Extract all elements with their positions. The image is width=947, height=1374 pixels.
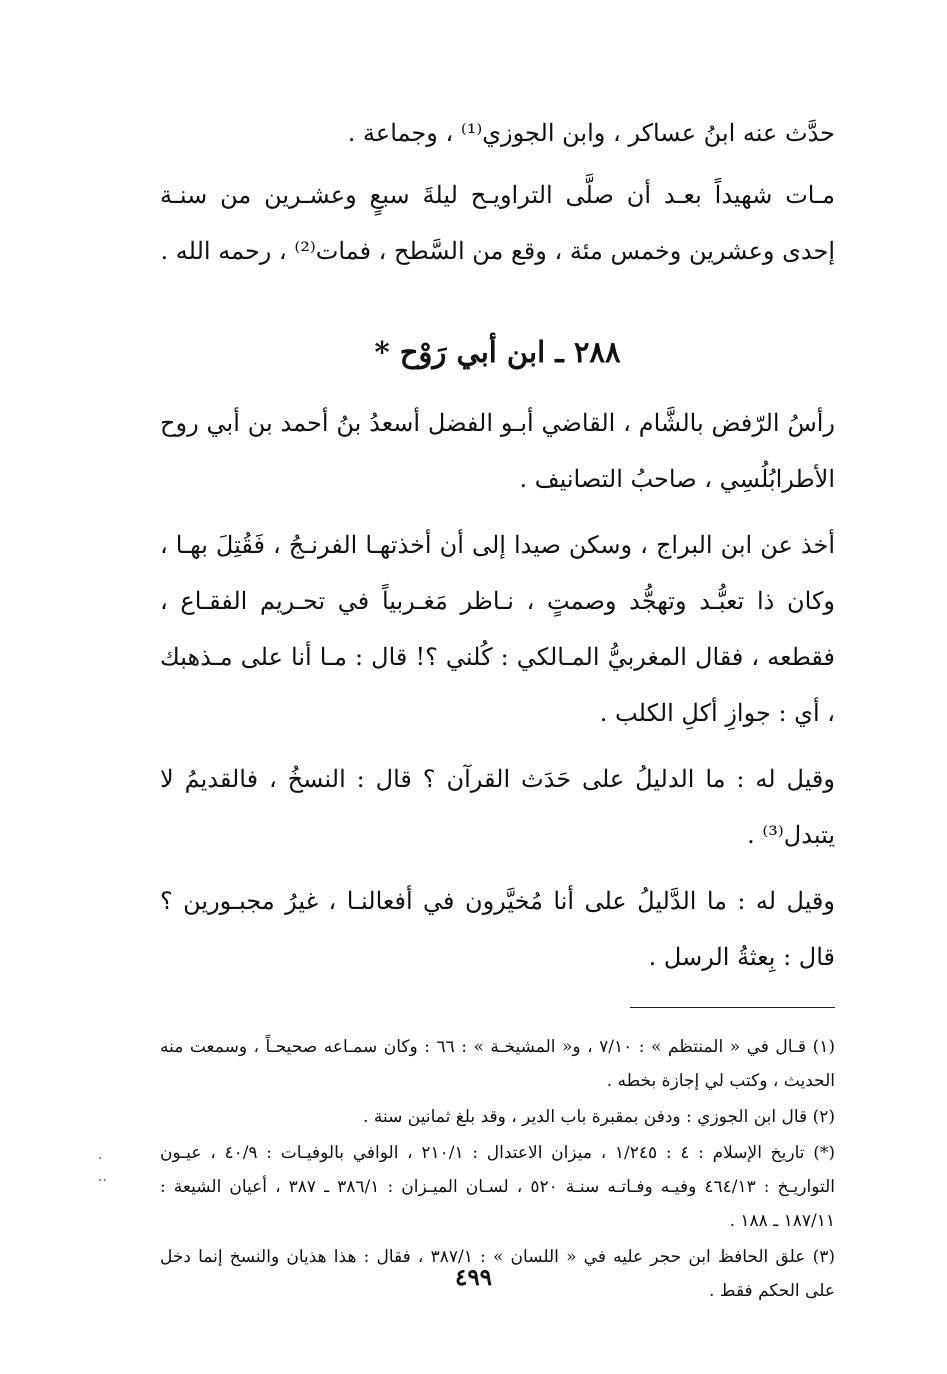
page-body [160,105,835,1310]
margin-specks: · ·· [98,1151,107,1189]
body-paragraph: وقيل له : ما الدَّليلُ على أنا مُخيَّرون في أفعالنـا ، غيرُ مجبـورين ؟ قال : بِعثةُ الرسل . [160,887,835,971]
footnote: (٢) قال ابن الجوزي : ودفن بمقبرة باب الدير ، وقد بلغ ثمانين سنة . [363,1107,835,1127]
body-paragraph: رأسُ الرّفض بالشَّام ، القاضي أبـو الفضل أسعدُ بنُ أحمد بن أبي روح الأطرابُلُسِي ، صاحبُ التصانيف . [160,409,835,493]
footnote: (٣) علق الحافظ ابن حجر عليه في « اللسان » : ٣٨٧/١ ، فقال : هذا هذيان والنسخ إنما دخل على الحكم فقط . [160,1247,835,1301]
footnote: (*) تاريخ الإسلام : ٤ : ١/٢٤٥ ، ميزان الاعتدال : ٢١٠/١ ، الوافي بالوفيـات : ٤٠/٩ ، عيـون التواريـخ : ٤٦٤/١٣ وفيـه وفـاتـه سنـة ٥٢٠ ، لسـان الميـزان : ٣٨٦/١ ـ ٣٨٧ ، أعيان الشيعة : ١٨٧/١١ ـ ١٨٨ . [160,1143,836,1231]
footnote: (١) قـال في « المنتظم » : ٧/١٠ ، و« المشيخـة » : ٦٦ : وكان سمـاعه صحيحـاً ، وسمعت منه الحديث ، وكتب لي إجازة بخطه . [160,1037,835,1091]
body-paragraph: وقيل له : ما الدليلُ على حَدَث القرآن ؟ قال : النسخُ ، فالقديمُ لا يتبدل⁽³⁾ . [160,765,835,849]
body-paragraph: مـات شهيداً بعـد أن صلَّى التراويـح ليلةَ سبعٍ وعشـرين من سنـة إحدى وعشرين وخمس مئة ، وقع من السَّطح ، فمات⁽²⁾ ، رحمه الله . [160,181,835,265]
footnote-divider [630,1007,835,1008]
body-paragraph: أخذ عن ابن البراج ، وسكن صيدا إلى أن أخذتهـا الفرنـجُ ، فَقُتِلَ بهـا ، وكان ذا تعبُّـد وتهجُّد وصمتٍ ، نـاظر مَغـربياً في تحـريم الفقـاع ، فقطعه ، فقال المغربيُّ المـالكي : كُلني ؟! قال : مـا أنا على مـذهبك ، أي : جوازِ أكلِ الكلب . [160,531,835,727]
page-number: ٤٩٩ [454,1264,493,1291]
entry-heading: ٢٨٨ ـ ابن أبي رَوْح * [374,335,621,369]
body-paragraph: حدَّث عنه ابنُ عساكر ، وابن الجوزي⁽¹⁾ ، وجماعة . [347,119,835,147]
